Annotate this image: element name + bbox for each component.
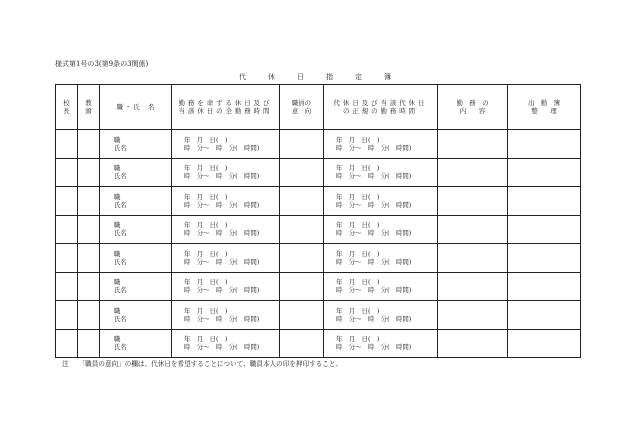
header-head-teacher <box>78 85 100 130</box>
position-name-cell[interactable] <box>100 130 172 159</box>
holiday-date-line: 年 月 日( ) <box>184 192 228 201</box>
footnote-mark: 注 <box>62 360 69 368</box>
attendance-book-cell[interactable] <box>508 130 581 159</box>
work-content-cell[interactable] <box>438 130 508 159</box>
position-label: 職 <box>114 135 121 144</box>
holiday-time-line: 時 分〜 時 分( 時間) <box>184 343 260 352</box>
header-principal <box>56 85 78 130</box>
header-attendance-book-line-2: 整 理 <box>531 107 557 115</box>
attendance-book-cell[interactable] <box>508 187 581 216</box>
holiday-datetime-cell[interactable] <box>172 130 280 159</box>
substitute-datetime-cell[interactable] <box>324 215 438 244</box>
position-name-cell[interactable] <box>100 301 172 330</box>
attendance-book-cell[interactable] <box>508 272 581 301</box>
head-teacher-seal-cell[interactable] <box>78 244 100 273</box>
table-row <box>56 215 581 244</box>
substitute-datetime-cell[interactable] <box>324 187 438 216</box>
position-name-cell[interactable] <box>100 329 172 358</box>
holiday-time-line: 時 分〜 時 分( 時間) <box>184 314 260 323</box>
name-label: 氏名 <box>114 343 127 352</box>
header-principal-line-1: 校 <box>63 99 70 107</box>
header-holiday-order-line-1: 勤務を命ずる休日及び <box>178 99 273 107</box>
header-staff-intent-line-1: 職員の <box>291 99 312 107</box>
substitute-datetime-cell[interactable] <box>324 272 438 301</box>
holiday-date-line: 年 月 日( ) <box>184 135 228 144</box>
substitute-holiday-register-table <box>55 84 581 358</box>
substitute-datetime-cell[interactable] <box>324 329 438 358</box>
substitute-time-line: 時 分〜 時 分( 時間) <box>336 229 412 238</box>
header-holiday-order-line-2: 当該休日の全勤務時間 <box>178 107 273 115</box>
substitute-datetime-cell[interactable] <box>324 130 438 159</box>
table-row <box>56 329 581 358</box>
position-label: 職 <box>114 221 121 230</box>
position-name-cell[interactable] <box>100 272 172 301</box>
head-teacher-seal-cell[interactable] <box>78 272 100 301</box>
principal-seal-cell[interactable] <box>56 329 78 358</box>
staff-intent-cell[interactable] <box>280 244 324 273</box>
position-label: 職 <box>114 278 121 287</box>
principal-seal-cell[interactable] <box>56 215 78 244</box>
substitute-time-line: 時 分〜 時 分( 時間) <box>336 314 412 323</box>
work-content-cell[interactable] <box>438 187 508 216</box>
holiday-time-line: 時 分〜 時 分( 時間) <box>184 257 260 266</box>
substitute-date-line: 年 月 日( ) <box>336 278 380 287</box>
substitute-date-line: 年 月 日( ) <box>336 306 380 315</box>
header-work-content-line-1: 勤 務 の <box>456 99 489 107</box>
holiday-date-line: 年 月 日( ) <box>184 335 228 344</box>
principal-seal-cell[interactable] <box>56 187 78 216</box>
holiday-datetime-cell[interactable] <box>172 158 280 187</box>
table-row <box>56 244 581 273</box>
substitute-date-line: 年 月 日( ) <box>336 135 380 144</box>
holiday-datetime-cell[interactable] <box>172 215 280 244</box>
substitute-datetime-cell[interactable] <box>324 158 438 187</box>
substitute-time-line: 時 分〜 時 分( 時間) <box>336 257 412 266</box>
attendance-book-cell[interactable] <box>508 244 581 273</box>
holiday-date-line: 年 月 日( ) <box>184 221 228 230</box>
holiday-date-line: 年 月 日( ) <box>184 249 228 258</box>
position-label: 職 <box>114 306 121 315</box>
table-row <box>56 130 581 159</box>
principal-seal-cell[interactable] <box>56 158 78 187</box>
substitute-date-line: 年 月 日( ) <box>336 192 380 201</box>
name-label: 氏名 <box>114 229 127 238</box>
holiday-time-line: 時 分〜 時 分( 時間) <box>184 200 260 209</box>
header-staff-intent-line-2: 意 向 <box>291 107 312 115</box>
header-attendance-book-line-1: 出 勤 簿 <box>528 99 560 107</box>
holiday-time-line: 時 分〜 時 分( 時間) <box>184 143 260 152</box>
page-title: 代休日指定簿 <box>239 73 413 81</box>
staff-intent-cell[interactable] <box>280 187 324 216</box>
header-work-content <box>438 85 508 130</box>
footnote-text: 「職員の意向」の欄は、代休日を希望することについて、職員本人の印を押印すること。 <box>78 360 343 368</box>
name-label: 氏名 <box>114 172 127 181</box>
position-label: 職 <box>114 335 121 344</box>
substitute-time-line: 時 分〜 時 分( 時間) <box>336 143 412 152</box>
substitute-date-line: 年 月 日( ) <box>336 335 380 344</box>
table-row <box>56 272 581 301</box>
holiday-datetime-cell[interactable] <box>172 244 280 273</box>
substitute-date-line: 年 月 日( ) <box>336 249 380 258</box>
head-teacher-seal-cell[interactable] <box>78 158 100 187</box>
substitute-time-line: 時 分〜 時 分( 時間) <box>336 172 412 181</box>
substitute-time-line: 時 分〜 時 分( 時間) <box>336 343 412 352</box>
header-work-content-line-2: 内 容 <box>459 107 486 115</box>
holiday-datetime-cell[interactable] <box>172 329 280 358</box>
header-row <box>56 85 581 130</box>
holiday-date-line: 年 月 日( ) <box>184 164 228 173</box>
substitute-time-line: 時 分〜 時 分( 時間) <box>336 286 412 295</box>
head-teacher-seal-cell[interactable] <box>78 301 100 330</box>
table-row <box>56 301 581 330</box>
work-content-cell[interactable] <box>438 158 508 187</box>
staff-intent-cell[interactable] <box>280 329 324 358</box>
header-position-name: 職 ・ 氏 名 <box>100 85 172 130</box>
position-name-cell[interactable] <box>100 244 172 273</box>
staff-intent-cell[interactable] <box>280 301 324 330</box>
header-attendance-book <box>508 85 581 130</box>
head-teacher-seal-cell[interactable] <box>78 130 100 159</box>
header-substitute-day-line-2: の正規の勤務時間 <box>342 107 419 115</box>
name-label: 氏名 <box>114 143 127 152</box>
holiday-date-line: 年 月 日( ) <box>184 306 228 315</box>
principal-seal-cell[interactable] <box>56 244 78 273</box>
work-content-cell[interactable] <box>438 301 508 330</box>
attendance-book-cell[interactable] <box>508 158 581 187</box>
principal-seal-cell[interactable] <box>56 272 78 301</box>
staff-intent-cell[interactable] <box>280 130 324 159</box>
holiday-datetime-cell[interactable] <box>172 301 280 330</box>
header-staff-intent <box>280 85 324 130</box>
head-teacher-seal-cell[interactable] <box>78 187 100 216</box>
substitute-date-line: 年 月 日( ) <box>336 164 380 173</box>
name-label: 氏名 <box>114 257 127 266</box>
substitute-datetime-cell[interactable] <box>324 301 438 330</box>
attendance-book-cell[interactable] <box>508 329 581 358</box>
header-holiday-order <box>172 85 280 130</box>
substitute-date-line: 年 月 日( ) <box>336 221 380 230</box>
header-head-teacher-line-1: 教 <box>85 99 92 107</box>
position-label: 職 <box>114 192 121 201</box>
header-head-teacher-line-2: 頭 <box>85 107 92 115</box>
position-label: 職 <box>114 164 121 173</box>
work-content-cell[interactable] <box>438 244 508 273</box>
holiday-time-line: 時 分〜 時 分( 時間) <box>184 286 260 295</box>
name-label: 氏名 <box>114 286 127 295</box>
register-body <box>56 130 581 358</box>
position-label: 職 <box>114 249 121 258</box>
staff-intent-cell[interactable] <box>280 272 324 301</box>
principal-seal-cell[interactable] <box>56 130 78 159</box>
position-name-cell[interactable] <box>100 215 172 244</box>
table-row <box>56 187 581 216</box>
header-principal-line-2: 長 <box>63 107 70 115</box>
substitute-time-line: 時 分〜 時 分( 時間) <box>336 200 412 209</box>
work-content-cell[interactable] <box>438 329 508 358</box>
attendance-book-cell[interactable] <box>508 301 581 330</box>
holiday-time-line: 時 分〜 時 分( 時間) <box>184 172 260 181</box>
footnote <box>62 360 342 369</box>
substitute-datetime-cell[interactable] <box>324 244 438 273</box>
header-substitute-day-line-1: 代休日及び当該代休日 <box>333 99 428 107</box>
holiday-datetime-cell[interactable] <box>172 187 280 216</box>
staff-intent-cell[interactable] <box>280 158 324 187</box>
position-name-cell[interactable] <box>100 187 172 216</box>
table-row <box>56 158 581 187</box>
header-substitute-day <box>324 85 438 130</box>
work-content-cell[interactable] <box>438 215 508 244</box>
form-number: 様式第1号の3(第9条の3関係) <box>55 60 149 68</box>
holiday-datetime-cell[interactable] <box>172 272 280 301</box>
head-teacher-seal-cell[interactable] <box>78 329 100 358</box>
head-teacher-seal-cell[interactable] <box>78 215 100 244</box>
name-label: 氏名 <box>114 200 127 209</box>
work-content-cell[interactable] <box>438 272 508 301</box>
name-label: 氏名 <box>114 314 127 323</box>
principal-seal-cell[interactable] <box>56 301 78 330</box>
position-name-cell[interactable] <box>100 158 172 187</box>
staff-intent-cell[interactable] <box>280 215 324 244</box>
holiday-date-line: 年 月 日( ) <box>184 278 228 287</box>
holiday-time-line: 時 分〜 時 分( 時間) <box>184 229 260 238</box>
attendance-book-cell[interactable] <box>508 215 581 244</box>
